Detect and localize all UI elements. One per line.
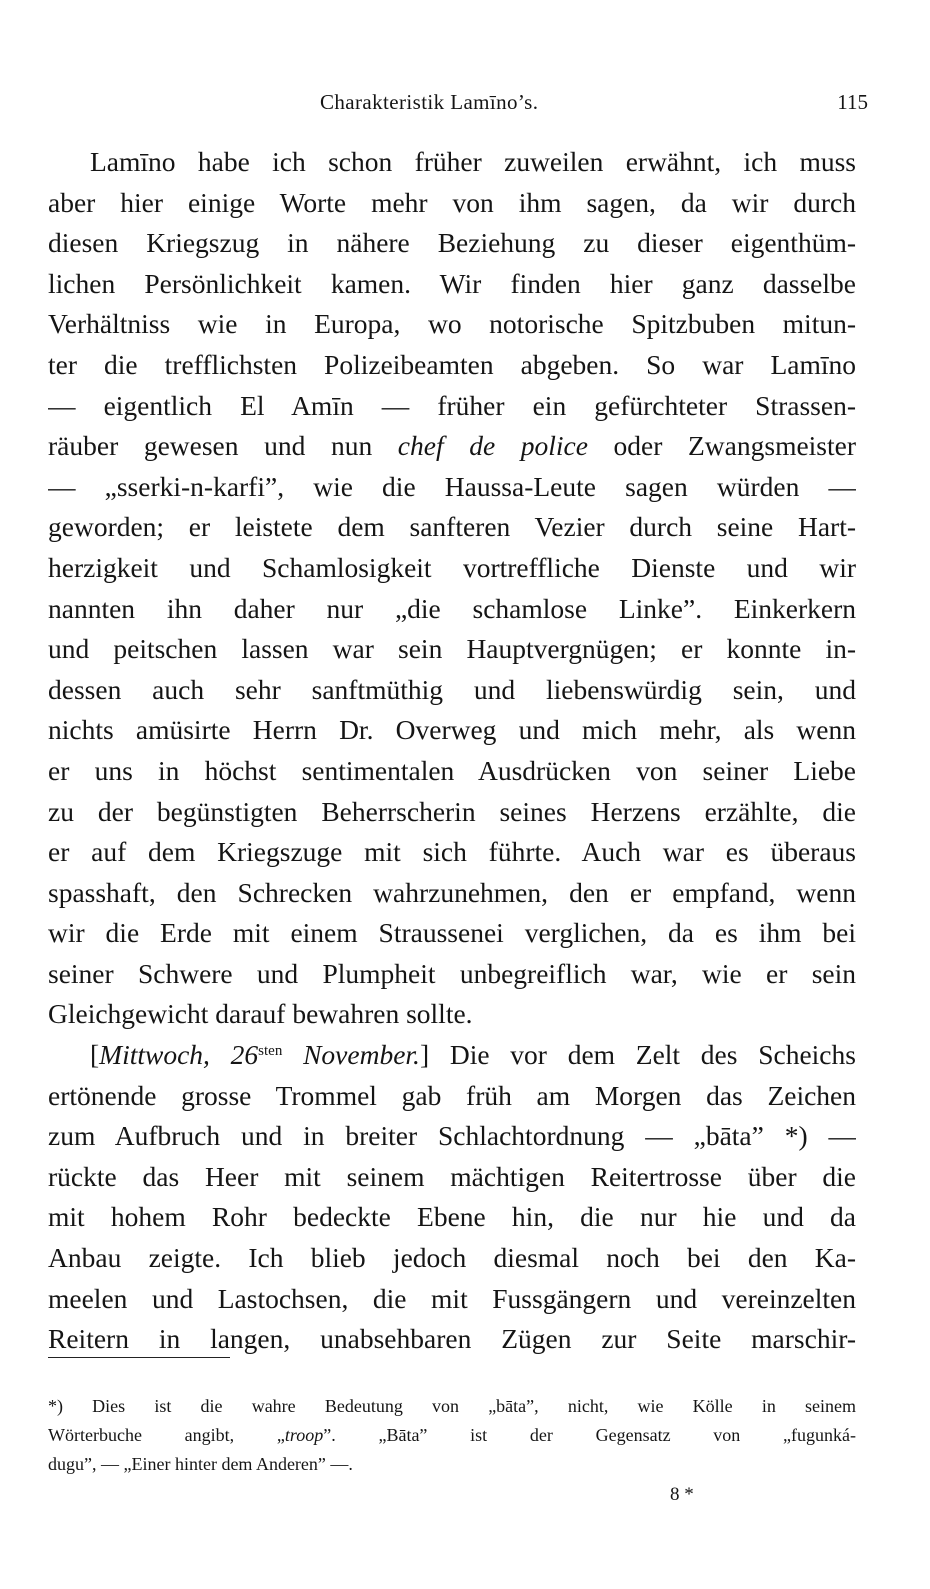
line-text: wir die Erde mit einem Straussenei verglichen, da es ihm bei bbox=[48, 917, 856, 949]
line-text-pre: Wörterbuche angibt, „ bbox=[48, 1425, 285, 1445]
body-text bbox=[48, 142, 856, 1360]
text-line bbox=[48, 913, 856, 954]
line-text: *) Dies ist die wahre Bedeutung von „bāta”, nicht, wie Kölle in seinem bbox=[48, 1396, 856, 1416]
footnote-line bbox=[48, 1450, 856, 1479]
text-line bbox=[48, 548, 856, 589]
line-text: ertönende grosse Trommel gab früh am Morgen das Zeichen bbox=[48, 1079, 856, 1111]
text-line bbox=[48, 1157, 856, 1198]
text-line bbox=[48, 264, 856, 305]
line-text: — „sserki-n-karfi”, wie die Haussa-Leute sagen würden — bbox=[48, 470, 856, 502]
line-text: mit hohem Rohr bedeckte Ebene hin, die nur hie und da bbox=[48, 1201, 856, 1233]
line-text: er auf dem Kriegszuge mit sich führte. Auch war es überaus bbox=[48, 836, 856, 868]
text-line bbox=[48, 507, 856, 548]
text-line bbox=[48, 426, 856, 467]
line-text: — eigentlich El Amīn — früher ein gefürchteter Strassen- bbox=[48, 389, 856, 421]
italic-text: chef de police bbox=[397, 430, 588, 462]
running-title: Charakteristik Lamīno’s. bbox=[320, 90, 539, 114]
line-text: Lamīno habe ich schon früher zuweilen erwähnt, ich muss bbox=[90, 146, 856, 177]
line-text: ter die trefflichsten Polizeibeamten abgeben. So war Lamīno bbox=[48, 348, 856, 380]
text-line bbox=[48, 223, 856, 264]
line-text: geworden; er leistete dem sanfteren Vezier durch seine Hart- bbox=[48, 511, 856, 543]
line-text: rückte das Heer mit seinem mächtigen Reitertrosse über die bbox=[48, 1160, 856, 1192]
line-text: spasshaft, den Schrecken wahrzunehmen, den er empfand, wenn bbox=[48, 876, 856, 908]
text-line bbox=[48, 751, 856, 792]
text-line bbox=[48, 954, 856, 995]
text-line bbox=[48, 345, 856, 386]
text-line bbox=[48, 1076, 856, 1117]
line-text: und peitschen lassen war sein Hauptvergnügen; er konnte in- bbox=[48, 633, 856, 665]
italic-text: November. bbox=[282, 1039, 420, 1071]
line-text: dessen auch sehr sanftmüthig und liebenswürdig sein, und bbox=[48, 673, 856, 705]
line-text-pre: räuber gewesen und nun bbox=[48, 430, 398, 462]
line-text: meelen und Lastochsen, die mit Fussgängern und vereinzelten bbox=[48, 1282, 856, 1314]
text-line bbox=[48, 873, 856, 914]
line-text-pre: [ bbox=[90, 1039, 100, 1071]
footnote-line bbox=[48, 1421, 856, 1450]
superscript-text: sten bbox=[258, 1043, 283, 1060]
line-text: herzigkeit und Schamlosigkeit vortreffliche Dienste und wir bbox=[48, 551, 856, 583]
line-text: dugu”, — „Einer hinter dem Anderen” —. bbox=[48, 1454, 353, 1474]
italic-text: Mittwoch, 26 bbox=[99, 1039, 259, 1071]
text-line bbox=[48, 142, 856, 183]
signature-mark: 8 * bbox=[670, 1484, 694, 1505]
text-line bbox=[48, 304, 856, 345]
text-line bbox=[48, 1197, 856, 1238]
line-text: nannten ihn daher nur „die schamlose Linke”. Einkerkern bbox=[48, 592, 856, 624]
text-line bbox=[48, 1238, 856, 1279]
text-line bbox=[48, 467, 856, 508]
line-text-post: ”. „Bāta” ist der Gegensatz von „fugunká- bbox=[323, 1425, 856, 1445]
text-line bbox=[48, 994, 856, 1035]
footnote-line bbox=[48, 1392, 856, 1421]
line-text: aber hier einige Worte mehr von ihm sagen, da wir durch bbox=[48, 186, 856, 218]
line-text: Reitern in langen, unabsehbaren Zügen zur Seite marschir- bbox=[48, 1323, 856, 1355]
line-text: Gleichgewicht darauf bewahren sollte. bbox=[48, 998, 473, 1030]
text-line bbox=[48, 1035, 856, 1076]
footnotes bbox=[48, 1392, 856, 1479]
line-text: seiner Schwere und Plumpheit unbegreiflich war, wie er sein bbox=[48, 957, 856, 989]
running-head bbox=[48, 90, 868, 120]
text-line bbox=[48, 1279, 856, 1320]
footnote-rule bbox=[48, 1357, 230, 1358]
line-text-post: oder Zwangsmeister bbox=[587, 430, 856, 462]
text-line bbox=[48, 386, 856, 427]
text-line bbox=[48, 710, 856, 751]
line-text: nichts amüsirte Herrn Dr. Overweg und mich mehr, als wenn bbox=[48, 714, 856, 746]
line-text: Verhältniss wie in Europa, wo notorische Spitzbuben mitun- bbox=[48, 308, 856, 340]
text-line bbox=[48, 670, 856, 711]
line-text-post: ] Die vor dem Zelt des Scheichs bbox=[419, 1039, 856, 1071]
text-line bbox=[48, 1319, 856, 1360]
text-line bbox=[48, 629, 856, 670]
line-text: lichen Persönlichkeit kamen. Wir finden hier ganz dasselbe bbox=[48, 267, 856, 299]
line-text: Anbau zeigte. Ich blieb jedoch diesmal noch bei den Ka- bbox=[48, 1242, 856, 1274]
text-line bbox=[48, 589, 856, 630]
line-text: zu der begünstigten Beherrscherin seines Herzens erzählte, die bbox=[48, 795, 856, 827]
text-line bbox=[48, 832, 856, 873]
page-number: 115 bbox=[837, 90, 868, 114]
text-line bbox=[48, 183, 856, 224]
line-text: diesen Kriegszug in nähere Beziehung zu dieser eigenthüm- bbox=[48, 227, 856, 259]
text-line bbox=[48, 1116, 856, 1157]
line-text: zum Aufbruch und in breiter Schlachtordnung — „bāta” *) — bbox=[48, 1120, 856, 1152]
line-text: er uns in höchst sentimentalen Ausdrücken von seiner Liebe bbox=[48, 754, 856, 786]
italic-text: troop bbox=[284, 1425, 324, 1445]
text-line bbox=[48, 792, 856, 833]
